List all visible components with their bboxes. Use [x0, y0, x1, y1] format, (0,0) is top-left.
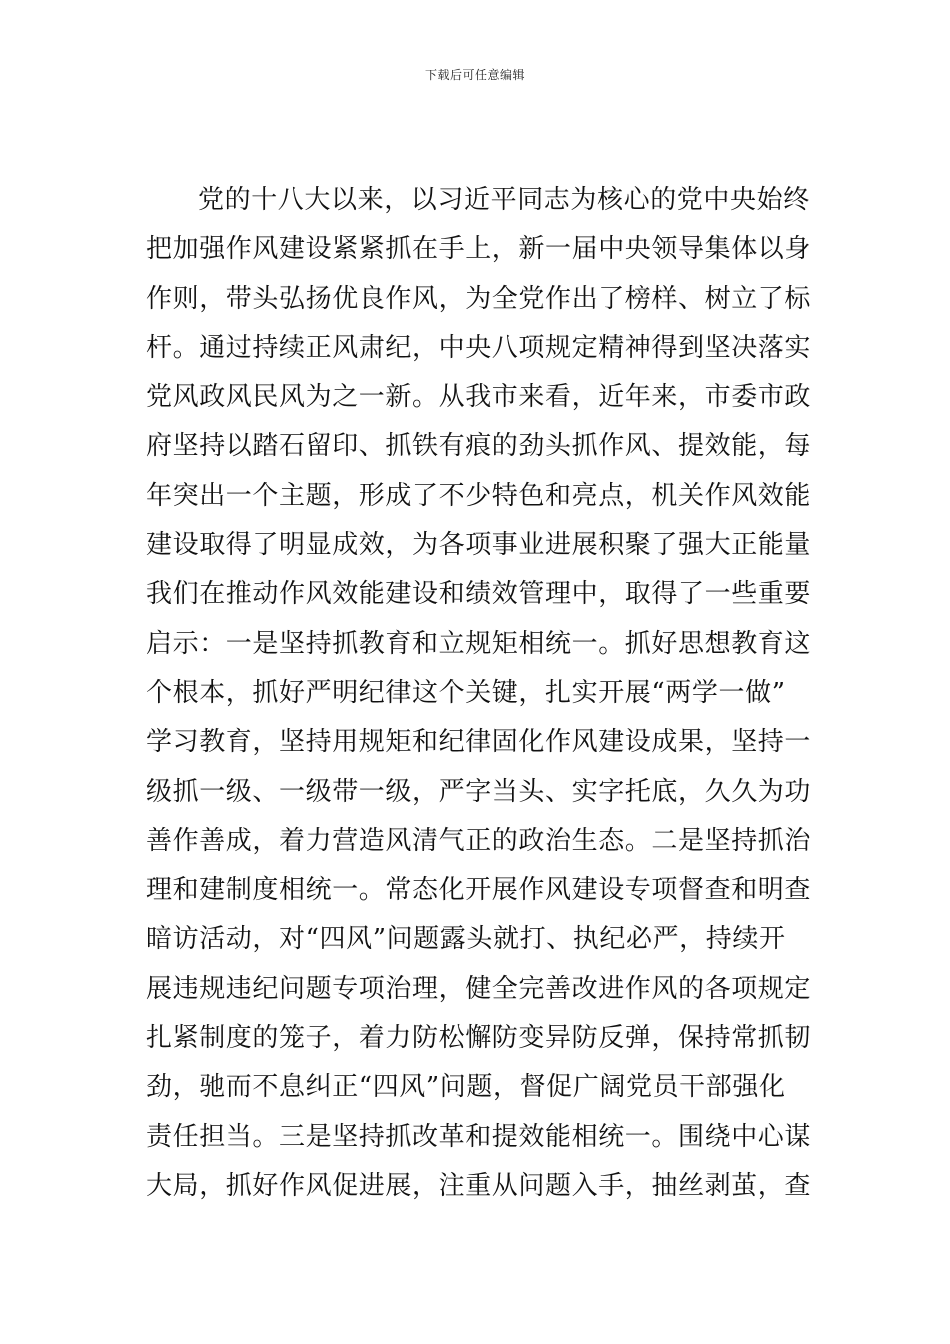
- article-line: 启示：一是坚持抓教育和立规矩相统一。抓好思想教育这: [146, 628, 812, 659]
- article-line: 作则，带头弘扬优良作风，为全党作出了榜样、树立了标: [146, 283, 812, 314]
- article-line: 暗访活动，对“四风”问题露头就打、执纪必严，持续开: [146, 924, 786, 955]
- article-line: 把加强作风建设紧紧抓在手上，新一届中央领导集体以身: [146, 234, 812, 265]
- article-line: 善作善成，着力营造风清气正的政治生态。二是坚持抓治: [146, 825, 812, 856]
- article-line: 年突出一个主题，形成了不少特色和亮点，机关作风效能: [146, 480, 812, 511]
- article-line: 个根本，抓好严明纪律这个关键，扎实开展“两学一做”: [146, 677, 786, 708]
- article-line: 劲，驰而不息纠正“四风”问题，督促广阔党员干部强化: [146, 1072, 786, 1103]
- article-body: [146, 176, 812, 1211]
- article-line: 杆。通过持续正风肃纪，中央八项规定精神得到坚决落实: [146, 332, 812, 363]
- article-line: 展违规违纪问题专项治理，健全完善改进作风的各项规定: [146, 973, 812, 1004]
- article-line: 责任担当。三是坚持抓改革和提效能相统一。围绕中心谋: [146, 1121, 812, 1152]
- article-line: 我们在推动作风效能建设和绩效管理中，取得了一些重要: [146, 579, 812, 610]
- header-note: 下载后可任意编辑: [424, 68, 525, 82]
- article-line: 级抓一级、一级带一级，严字当头、实字托底，久久为功: [146, 776, 812, 807]
- article-line: 理和建制度相统一。常态化开展作风建设专项督查和明查: [146, 875, 812, 906]
- article-line: 建设取得了明显成效，为各项事业进展积聚了强大正能量: [146, 530, 812, 561]
- article-line: 大局，抓好作风促进展，注重从问题入手，抽丝剥茧，查: [146, 1170, 812, 1201]
- article-line: 府坚持以踏石留印、抓铁有痕的劲头抓作风、提效能，每: [146, 431, 812, 462]
- article-line: 扎紧制度的笼子，着力防松懈防变异防反弹，保持常抓韧: [146, 1023, 812, 1054]
- article-line: 党的十八大以来，以习近平同志为核心的党中央始终: [198, 185, 810, 215]
- article-line: 党风政风民风为之一新。从我市来看，近年来，市委市政: [146, 382, 812, 413]
- article-line: 学习教育，坚持用规矩和纪律固化作风建设成果，坚持一: [146, 727, 812, 758]
